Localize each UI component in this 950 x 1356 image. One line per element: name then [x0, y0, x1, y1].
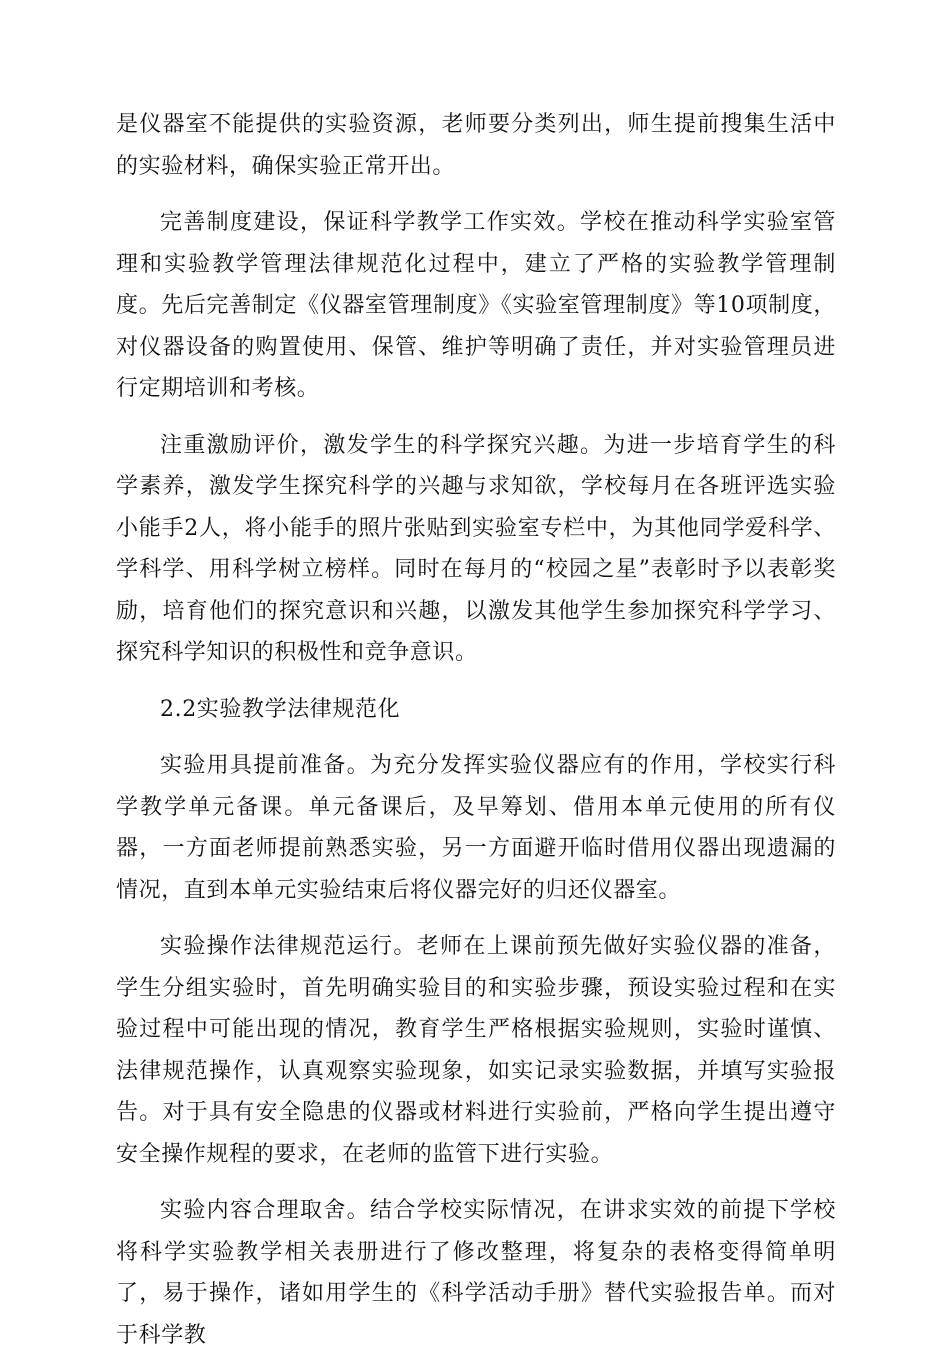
paragraph-incentive-evaluation: 注重激励评价，激发学生的科学探究兴趣。为进一步培育学生的科学素养，激发学生探究科学的兴趣与求知欲，学校每月在各班评选实验小能手2人，将小能手的照片张贴到实验室专栏中，为其他同学爱科学、学科学、用科学树立榜样。同时在每月的“校园之星”表彰时予以表彰奖励，培育他们的探究意识和兴趣，以激发其他学生参加探究科学学习、探究科学知识的积极性和竞争意识。	[116, 432, 836, 665]
document-page	[116, 104, 836, 1356]
paragraph-system-building: 完善制度建设，保证科学教学工作实效。学校在推动科学实验室管理和实验教学管理法律规范化过程中，建立了严格的实验教学管理制度。先后完善制定《仪器室管理制度》《实验室管理制度》等10项制度，对仪器设备的购置使用、保管、维护等明确了责任，并对实验管理员进行定期培训和考核。	[116, 210, 836, 401]
section-heading: 2.2实验教学法律规范化	[160, 696, 401, 722]
paragraph-continuation: 是仪器室不能提供的实验资源，老师要分类列出，师生提前搜集生活中的实验材料，确保实验正常开出。	[116, 112, 836, 179]
paragraph-content-selection: 实验内容合理取舍。结合学校实际情况，在讲求实效的前提下学校将科学实验教学相关表册进行了修改整理，将复杂的表格变得简单明了，易于操作，诸如用学生的《科学活动手册》替代实验报告单。而对于科学教	[116, 1198, 836, 1348]
paragraph-equipment-preparation: 实验用具提前准备。为充分发挥实验仪器应有的作用，学校实行科学教学单元备课。单元备课后，及早筹划、借用本单元使用的所有仪器，一方面老师提前熟悉实验，另一方面避开临时借用仪器出现遗漏的情况，直到本单元实验结束后将仪器完好的归还仪器室。	[116, 753, 836, 903]
paragraph-experiment-operation: 实验操作法律规范运行。老师在上课前预先做好实验仪器的准备，学生分组实验时，首先明确实验目的和实验步骤，预设实验过程和在实验过程中可能出现的情况，教育学生严格根据实验规则，实验时谨慎、法律规范操作，认真观察实验现象，如实记录实验数据，并填写实验报告。对于具有安全隐患的仪器或材料进行实验前，严格向学生提出遵守安全操作规程的要求，在老师的监管下进行实验。	[116, 934, 836, 1167]
